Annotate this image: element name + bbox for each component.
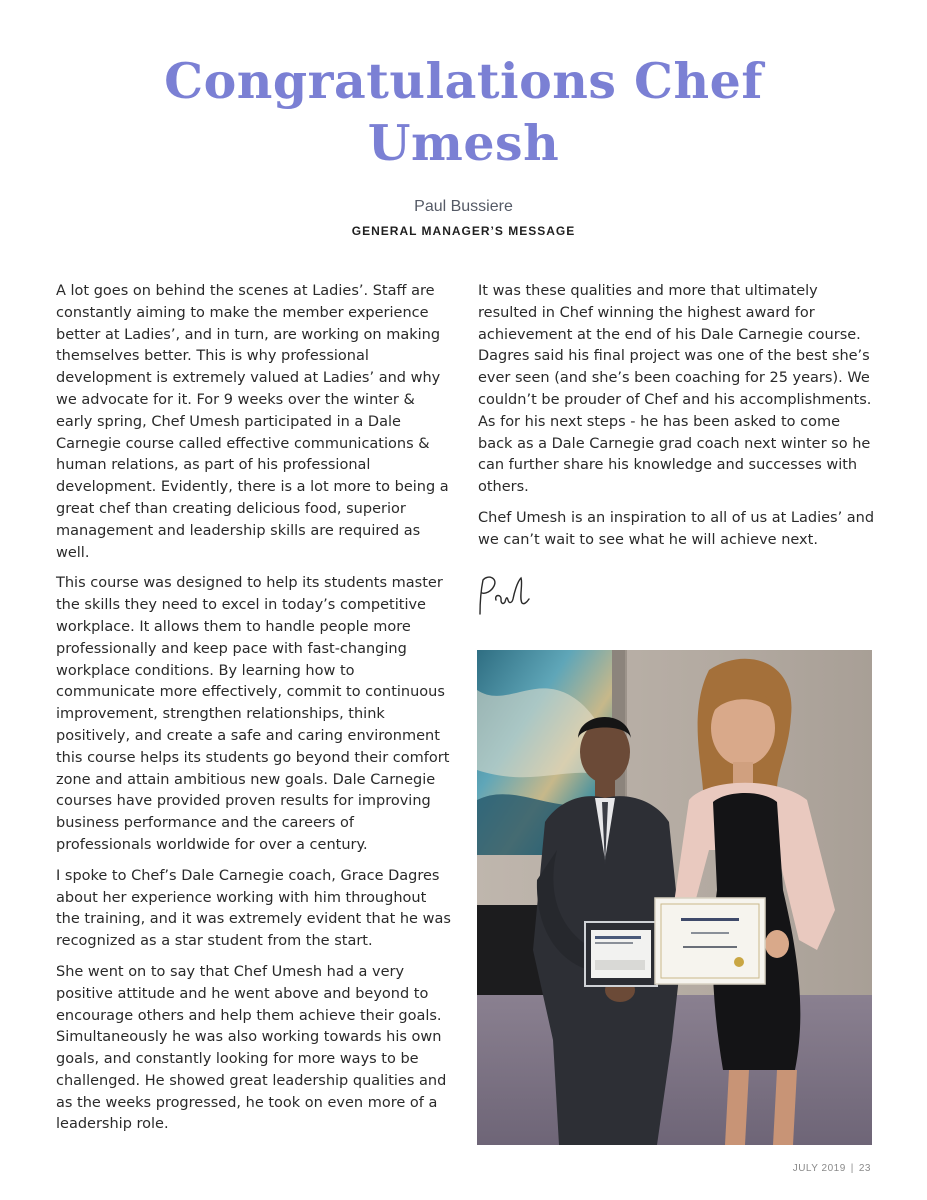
photo-illustration	[477, 650, 872, 1145]
paragraph: A lot goes on behind the scenes at Ladies’. Staff are constantly aiming to make the member experience better at Ladies’, and in turn, are working on making themselves better. This is why professional development is extremely valued at Ladies’ and why we advocate for it. For 9 weeks over the winter & early spring, Chef Umesh participated in a Dale Carnegie course called effective communications & human relations, as part of his professional development. Evidently, there is a lot more to being a great chef than creating delicious food, superior management and leadership skills are required as well.	[56, 283, 449, 561]
page-number: 23	[858, 1163, 871, 1174]
page-footer	[793, 1163, 871, 1174]
author-name: Paul Bussiere	[414, 198, 513, 215]
paragraph: This course was designed to help its students master the skills they need to excel in today’s competitive workplace. It allows them to handle people more professionally and keep pace with fast-changing workplace conditions. By learning how to communicate more effectively, commit to continuous improvement, strengthen relationships, think positively, and create a safe and caring environment this course helps its students go beyond their comfort zone and attain ambitious new goals. Dale Carnegie courses have provided proven results for improving business performance and the careers of professionals worldwide for over a century.	[56, 575, 450, 853]
article-right-column	[478, 281, 878, 561]
footer-separator: |	[850, 1163, 854, 1174]
paragraph: Chef Umesh is an inspiration to all of us at Ladies’ and we can’t wait to see what he will achieve next.	[478, 509, 875, 548]
article-title: Congratulations Chef Umesh	[164, 52, 763, 172]
issue-date: JULY 2019	[792, 1163, 846, 1174]
article-left-column	[56, 281, 454, 1145]
paragraph: It was these qualities and more that ultimately resulted in Chef winning the highest award for achievement at the end of his Dale Carnegie course. Dagres said his final project was one of the best she’s ever seen (and she’s been coaching for 25 years). We couldn’t be prouder of Chef and his accomplishments. As for his next steps - he has been asked to come back as a Dale Carnegie grad coach next winter so he can further share his knowledge and successes with others.	[478, 283, 872, 496]
award-photo	[477, 650, 872, 1145]
award-plaque	[585, 922, 657, 986]
certificate	[655, 898, 765, 984]
paragraph: She went on to say that Chef Umesh had a very positive attitude and he went above and beyond to encourage others and help them achieve their goals. Simultaneously he was also working towards his own goals, and constantly looking for more ways to be challenged. He showed great leadership qualities and as the weeks progressed, he took on even more of a leadership role.	[56, 963, 447, 1133]
paragraph: I spoke to Chef’s Dale Carnegie coach, Grace Dagres about her experience working with him throughout the training, and it was extremely evident that he was recognized as a star student from the start.	[56, 867, 451, 950]
signature-paul	[474, 572, 554, 622]
section-label: GENERAL MANAGER’S MESSAGE	[351, 224, 576, 238]
